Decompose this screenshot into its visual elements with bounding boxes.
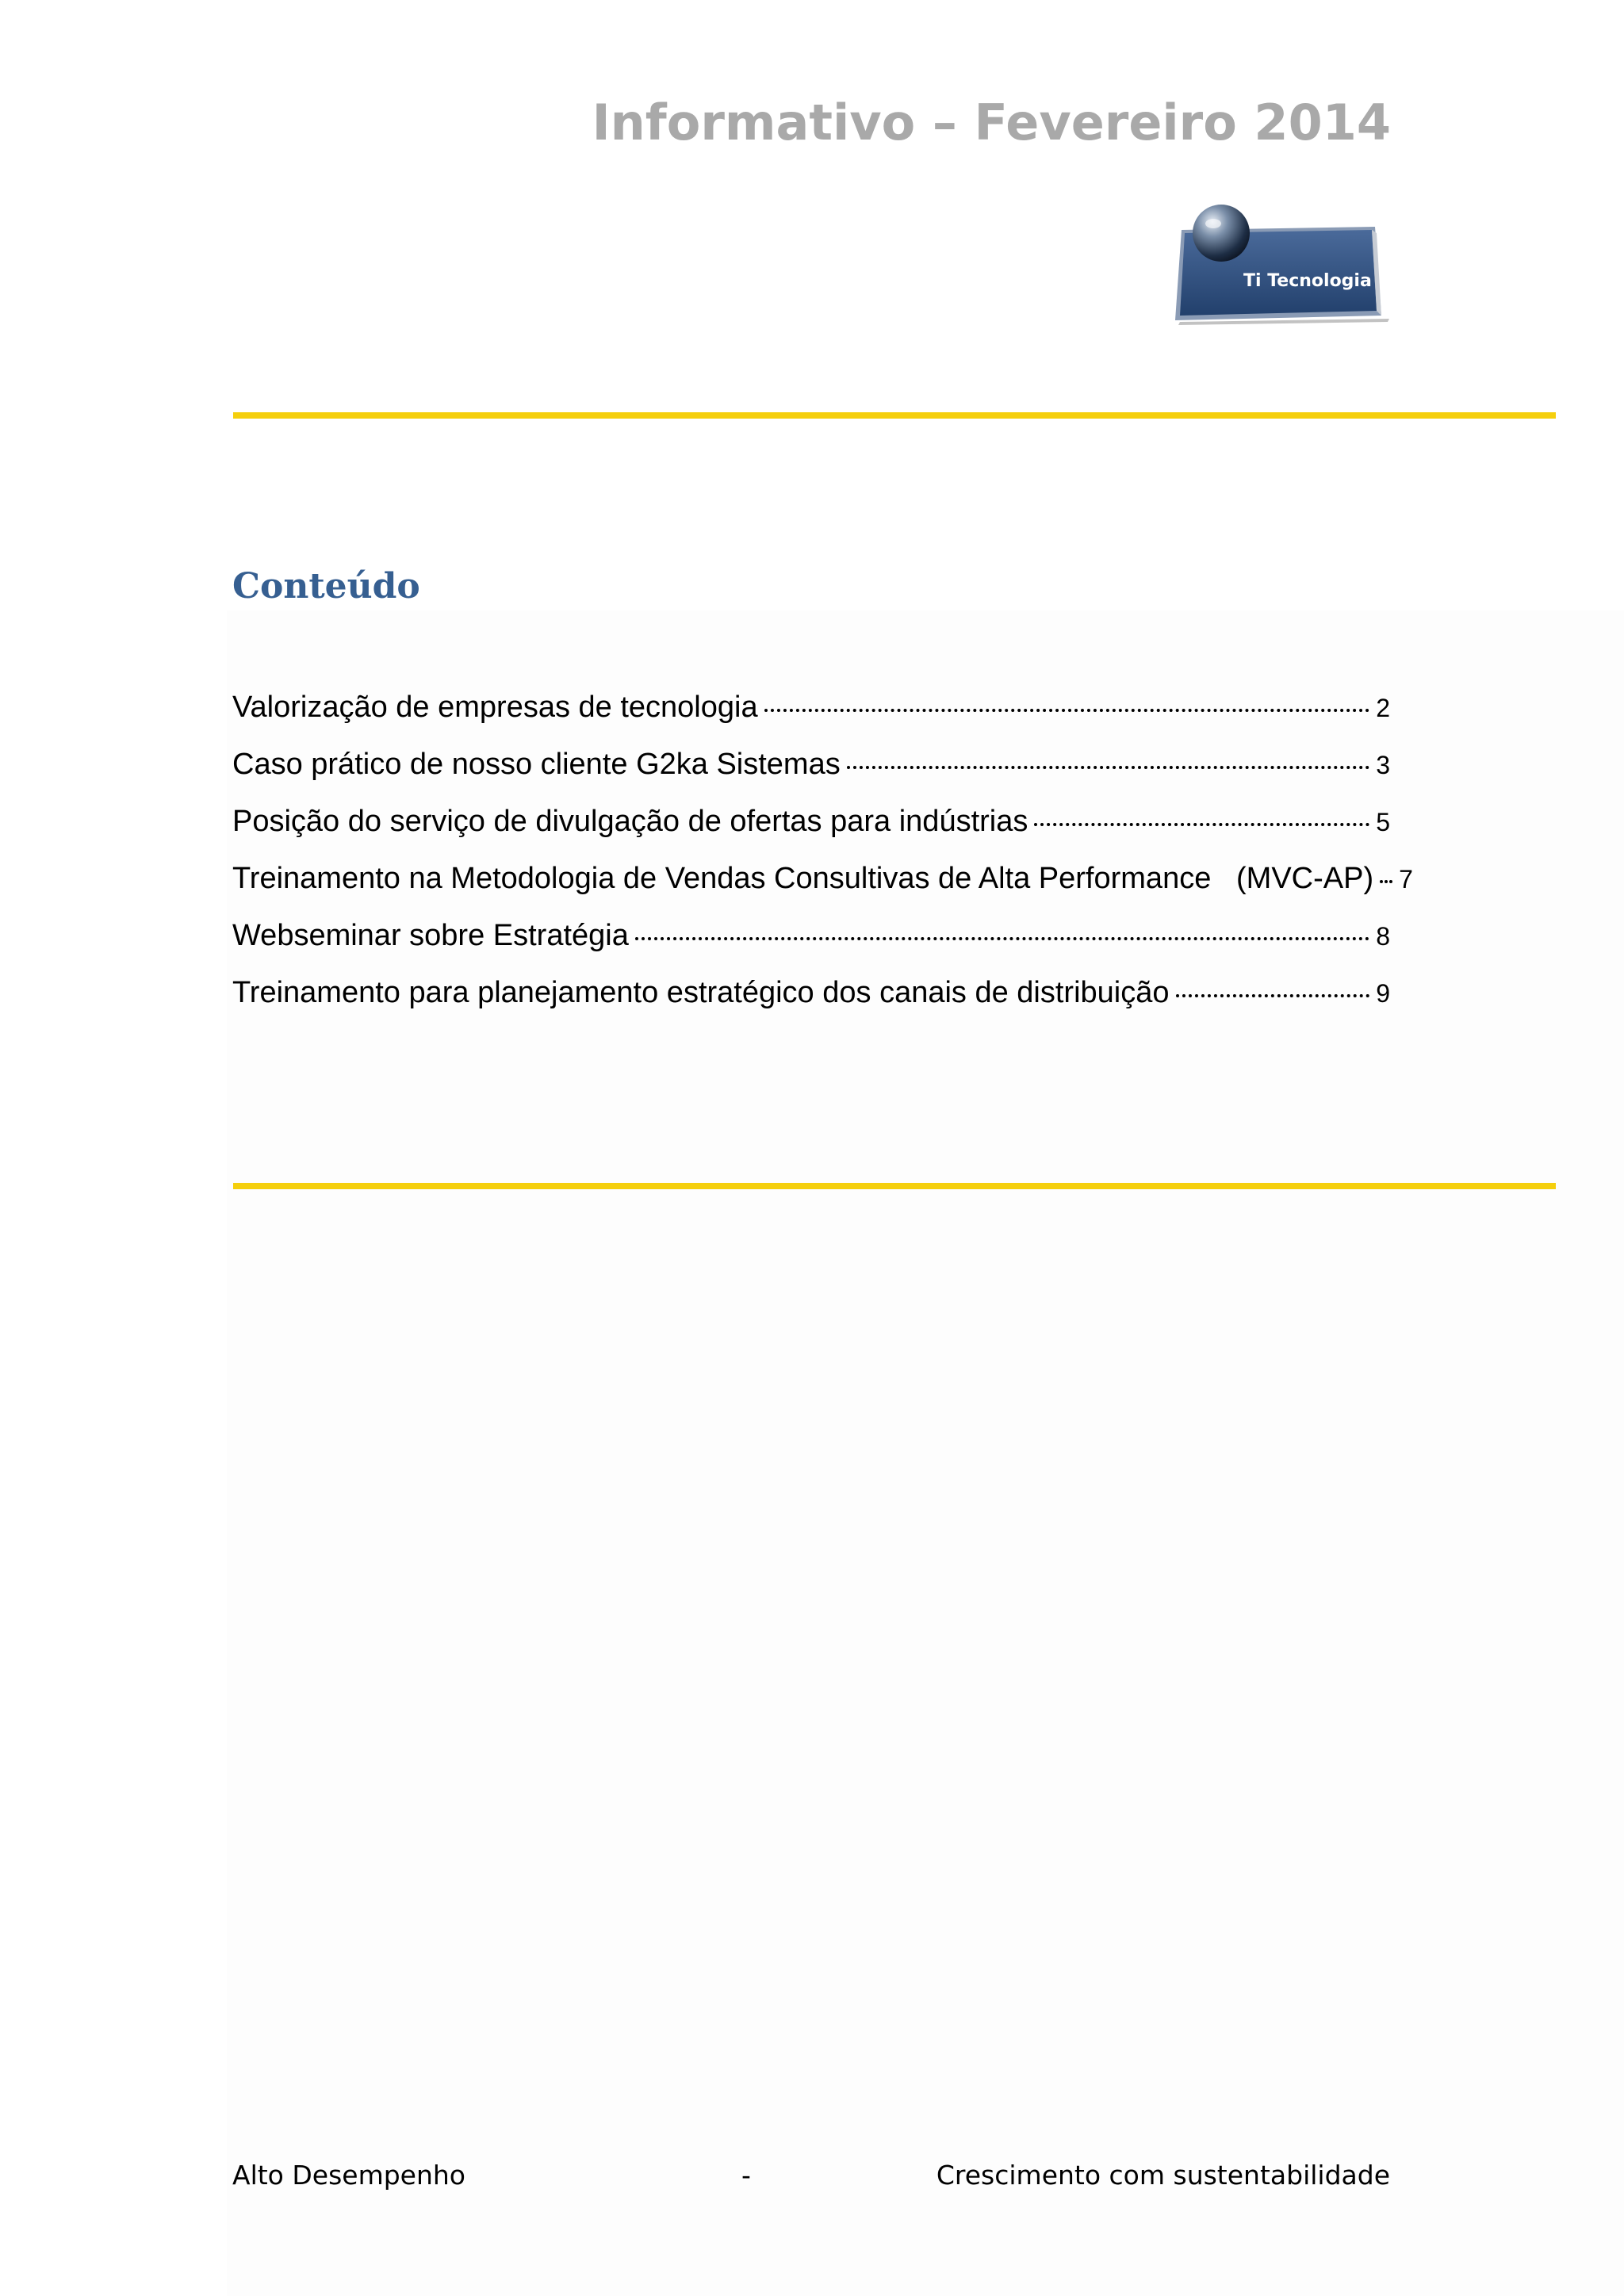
toc-entry-title[interactable]: Caso prático de nosso cliente G2ka Sistemas bbox=[232, 748, 841, 781]
company-logo bbox=[1166, 201, 1396, 328]
toc-entry[interactable] bbox=[232, 969, 1390, 1026]
toc-entry[interactable] bbox=[232, 855, 1413, 912]
footer-right-text: Crescimento com sustentabilidade bbox=[936, 2160, 1390, 2191]
toc-entry-page[interactable]: 3 bbox=[1376, 751, 1390, 779]
footer-separator: - bbox=[741, 2160, 751, 2191]
logo-label: Ti Tecnologia bbox=[1243, 271, 1372, 291]
toc-divider bbox=[233, 1183, 1556, 1189]
toc-entry[interactable] bbox=[232, 798, 1390, 855]
dot-leader bbox=[764, 709, 1370, 712]
toc-entry[interactable] bbox=[232, 683, 1390, 740]
dot-leader bbox=[1034, 823, 1369, 826]
toc-entry-page[interactable]: 5 bbox=[1376, 808, 1390, 836]
dot-leader bbox=[1380, 880, 1392, 883]
toc-entry[interactable] bbox=[232, 740, 1390, 798]
footer-left-text: Alto Desempenho bbox=[232, 2160, 465, 2191]
toc-entry-title[interactable]: Webseminar sobre Estratégia bbox=[232, 919, 629, 952]
logo-graphic bbox=[1166, 201, 1396, 328]
toc-entry-title[interactable]: Posição do serviço de divulgação de ofertas para indústrias bbox=[232, 805, 1028, 838]
dot-leader bbox=[1176, 994, 1370, 997]
header-divider bbox=[233, 412, 1556, 419]
dot-leader bbox=[847, 766, 1369, 769]
document-title: Informativo – Fevereiro 2014 bbox=[592, 94, 1391, 151]
toc-entry-title[interactable]: Treinamento para planejamento estratégico dos canais de distribuição bbox=[232, 976, 1170, 1009]
toc-entry-page[interactable]: 9 bbox=[1376, 979, 1390, 1008]
toc-entry-title[interactable]: Treinamento na Metodologia de Vendas Consultivas de Alta Performance (MVC-AP) bbox=[232, 862, 1374, 895]
toc-entry-title[interactable]: Valorização de empresas de tecnologia bbox=[232, 691, 758, 724]
globe-icon bbox=[1193, 205, 1250, 262]
toc-entry-page[interactable]: 8 bbox=[1376, 922, 1390, 951]
toc-entry-page[interactable]: 7 bbox=[1399, 865, 1413, 894]
toc-entry-page[interactable]: 2 bbox=[1376, 694, 1390, 722]
toc-heading: Conteúdo bbox=[232, 566, 420, 607]
page-footer bbox=[232, 2160, 1390, 2199]
table-of-contents bbox=[232, 683, 1413, 1026]
toc-entry[interactable] bbox=[232, 912, 1390, 969]
dot-leader bbox=[635, 937, 1369, 940]
